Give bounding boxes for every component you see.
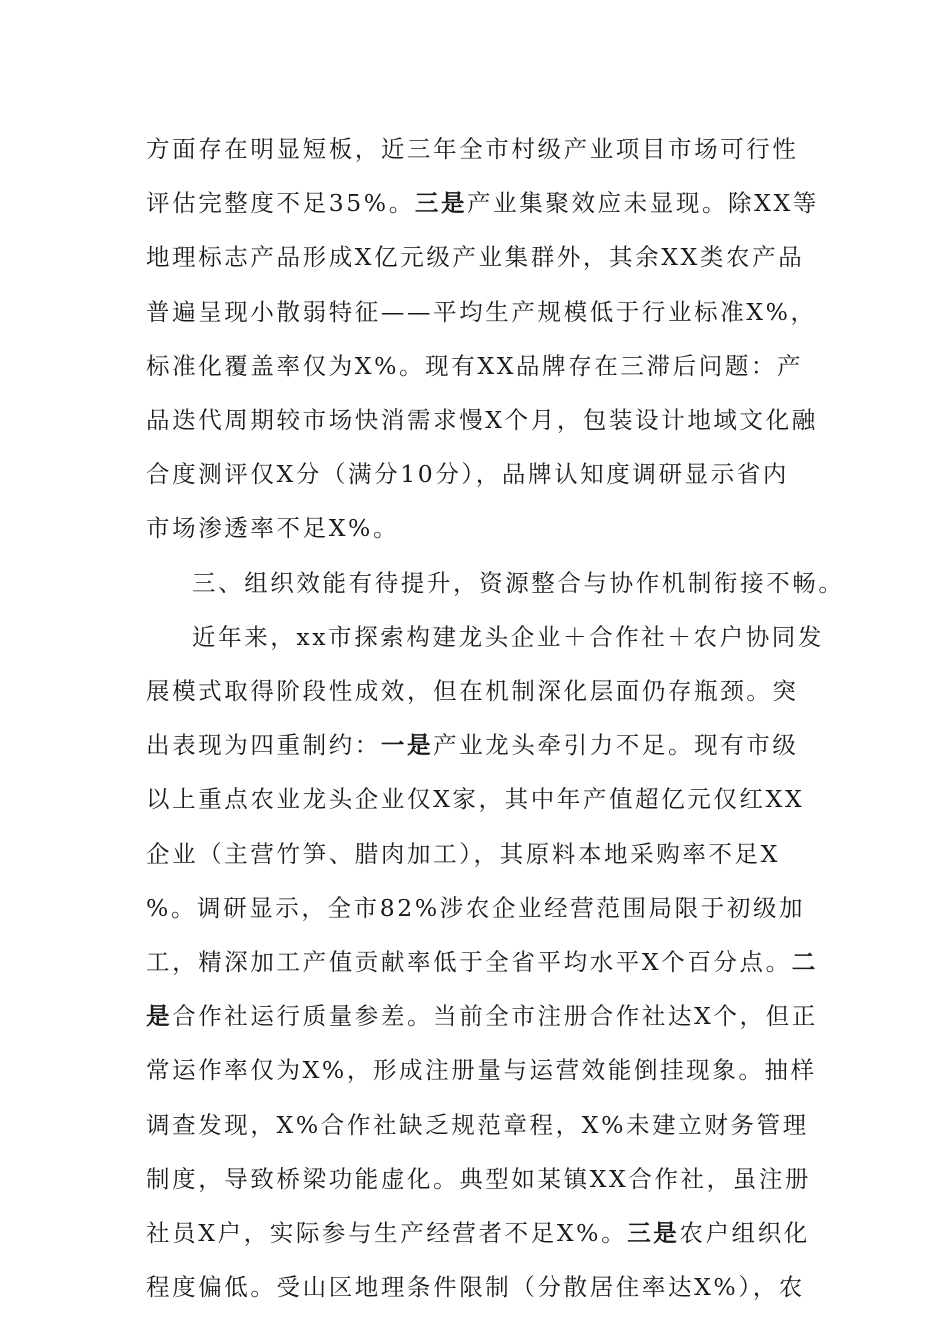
text-line: [146, 1110, 809, 1140]
body-text: 产业集聚效应未显现。除XX等: [467, 189, 819, 217]
body-text: 出表现为四重制约：: [146, 731, 381, 759]
text-line: [146, 1218, 810, 1248]
body-text: 地理标志产品形成X亿元级产业集群外，其余XX类农产品: [146, 243, 805, 271]
body-text: 程度偏低。受山区地理条件限制（分散居住率达X%），农: [146, 1273, 805, 1301]
body-text: 近年来，xx市探索构建龙头企业＋合作社＋农户协同发: [192, 623, 825, 651]
body-text: 社员X户，实际参与生产经营者不足X%。: [146, 1219, 628, 1247]
body-text: 合度测评仅X分（满分10分），品牌认知度调研显示省内: [146, 460, 789, 488]
text-line: [146, 1272, 805, 1302]
text-line: [146, 893, 805, 923]
text-line: [146, 1055, 817, 1085]
text-line: [146, 784, 804, 814]
text-line: [192, 622, 824, 652]
text-line: [146, 676, 799, 706]
body-text: 制度，导致桥梁功能虚化。典型如某镇XX合作社，虽注册: [146, 1165, 812, 1193]
text-line: [192, 568, 845, 598]
emphasis-text: 三是: [627, 1219, 680, 1247]
body-text: 企业（主营竹笋、腊肉加工），其原料本地采购率不足X: [146, 840, 780, 868]
body-text: 农户组织化: [679, 1219, 810, 1247]
text-line: [146, 405, 818, 435]
body-text: %。调研显示，全市82%涉农企业经营范围局限于初级加: [146, 894, 806, 922]
body-text: 合作社运行质量参差。当前全市注册合作社达X个，但正: [172, 1002, 818, 1030]
body-text: 常运作率仅为X%，形成注册量与运营效能倒挂现象。抽样: [146, 1056, 817, 1084]
text-line: [146, 947, 818, 977]
emphasis-text: 三是: [414, 189, 468, 217]
body-text: 展模式取得阶段性成效，但在机制深化层面仍存瓶颈。突: [146, 677, 799, 705]
body-text: 三、组织效能有待提升，资源整合与协作机制衔接不畅。: [192, 569, 845, 597]
text-line: [146, 459, 789, 489]
emphasis-text: 一是: [380, 731, 434, 759]
text-line: [146, 188, 819, 218]
body-text: 品迭代周期较市场快消需求慢X个月，包装设计地域文化融: [146, 406, 818, 434]
text-line: [146, 297, 817, 327]
emphasis-text: 是: [146, 1002, 173, 1030]
text-line: [146, 1001, 818, 1031]
emphasis-text: 二: [791, 948, 818, 976]
body-text: 普遍呈现小散弱特征——平均生产规模低于行业标准X%，: [146, 298, 817, 326]
body-text: 产业龙头牵引力不足。现有市级: [433, 731, 799, 759]
text-line: [146, 730, 799, 760]
body-text: 以上重点农业龙头企业仅X家，其中年产值超亿元仅红XX: [146, 785, 805, 813]
body-text: 评估完整度不足35%。: [146, 189, 415, 217]
body-text: 市场渗透率不足X%。: [146, 514, 400, 542]
text-line: [146, 134, 799, 164]
text-line: [146, 242, 804, 272]
text-line: [146, 513, 399, 543]
body-text: 调查发现，X%合作社缺乏规范章程，X%未建立财务管理: [146, 1111, 809, 1139]
body-text: 工，精深加工产值贡献率低于全省平均水平X个百分点。: [146, 948, 792, 976]
text-line: [146, 351, 803, 381]
text-line: [146, 1164, 811, 1194]
body-text: 方面存在明显短板，近三年全市村级产业项目市场可行性: [146, 135, 799, 163]
text-line: [146, 839, 780, 869]
body-text: 标准化覆盖率仅为X%。现有XX品牌存在三滞后问题：产: [146, 352, 804, 380]
